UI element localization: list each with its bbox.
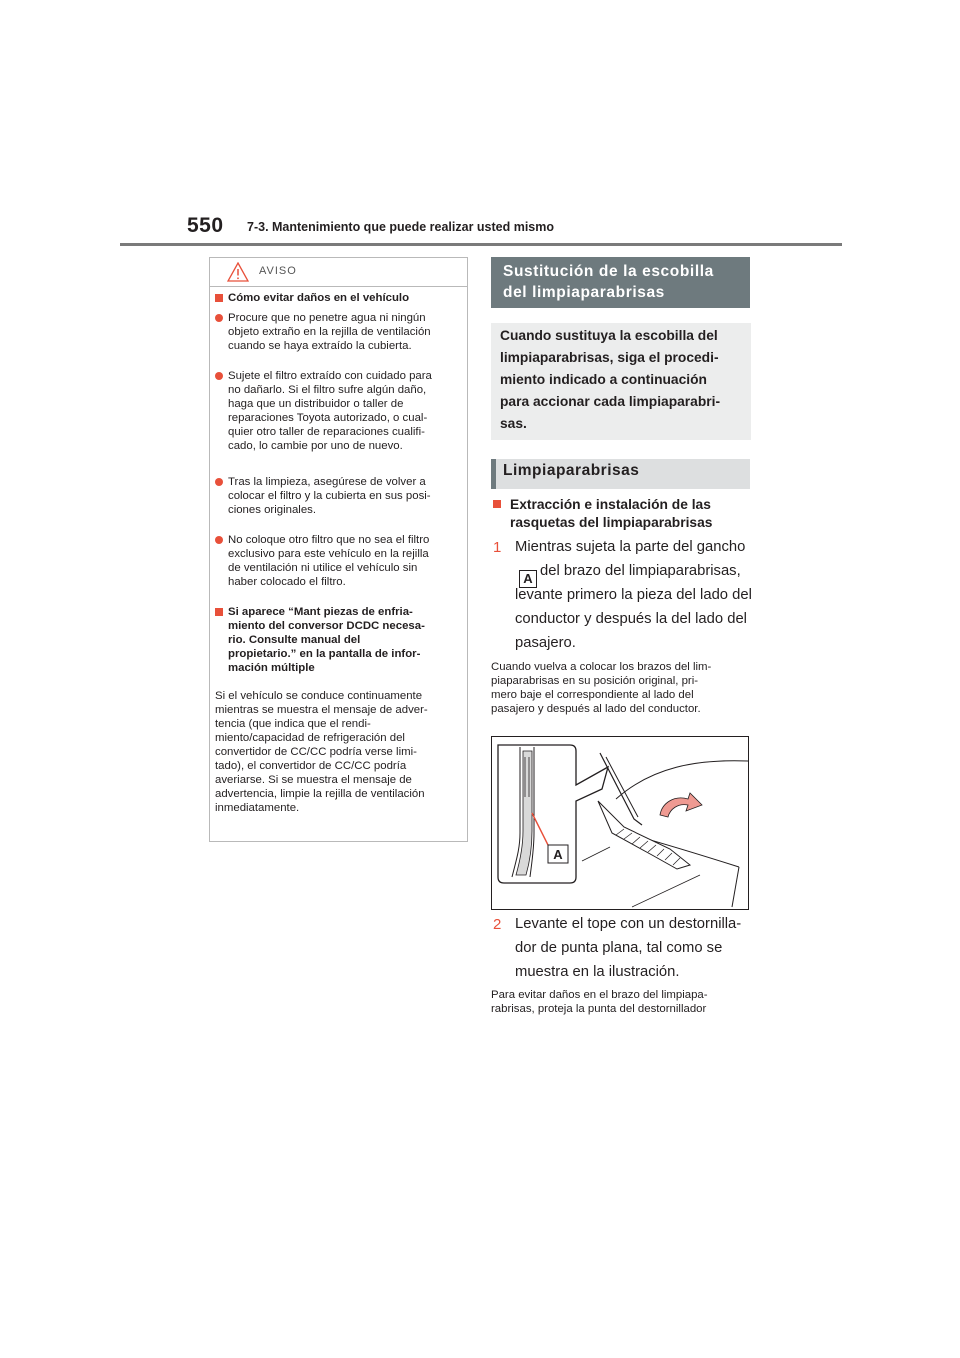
step-number-1: 1 (493, 539, 502, 556)
round-bullet-icon (215, 314, 223, 322)
page-number: 550 (187, 214, 224, 237)
warning-triangle-icon (227, 262, 249, 282)
round-bullet-icon (215, 536, 223, 544)
section-heading: Sustitución de la escobilla del limpiaparabrisas (491, 257, 750, 308)
warning-bullet-3: Tras la limpieza, asegúrese de volver a colocar el filtro y la cubierta en sus posi- ciones originales. (228, 476, 431, 516)
warning-bullet-4: No coloque otro filtro que no sea el filtro exclusivo para este vehículo en la rejilla de ventilación ni utilice el vehículo sin haber colocado el filtro. (228, 534, 430, 588)
round-bullet-icon (215, 372, 223, 380)
square-bullet-icon (215, 294, 223, 302)
procedure-subheading: Extracción e instalación de las rasquetas del limpiaparabrisas (510, 497, 713, 530)
header-rule (120, 243, 842, 246)
subheading-title: Limpiaparabrisas (503, 462, 640, 479)
round-bullet-icon (215, 478, 223, 486)
step-1-text: Mientras sujeta la parte del gancho del brazo del limpiaparabrisas, levante primero la pieza del lado del conductor y después la del lado del pasajero. (515, 539, 752, 651)
square-bullet-icon (215, 608, 223, 616)
warning-subheading: Si aparece “Mant piezas de enfria- miento del conversor DCDC necesa- rio. Consulte manual del propietario.” en la pantalla de infor- mación múltiple (228, 606, 425, 674)
warning-paragraph: Si el vehículo se conduce continuamente mientras se muestra el mensaje de adver- tencia (que indica que el rendi- miento/capacidad de refrigeración del convertidor de CC/CC podría verse limi- tado), el convertidor de CC/CC podría averiarse. Si se muestra el mensaje de advertencia, limpie la rejilla de ventilación inmediatamente. (215, 690, 428, 814)
intro-text: Cuando sustituya la escobilla del limpiaparabrisas, siga el procedi- miento indicado a continuación para accionar cada limpiaparabri- sas. (500, 328, 721, 431)
section-title: 7-3. Mantenimiento que puede realizar usted mismo (247, 220, 555, 234)
warning-bullet-2: Sujete el filtro extraído con cuidado para no dañarlo. Si el filtro sufre algún daño, haga que un distribuidor o taller de reparaciones Toyota autorizado, o cual- quier otro taller de reparaciones cualifi- cado, lo cambie por uno de nuevo. (228, 370, 432, 452)
note-2: Para evitar daños en el brazo del limpiapa- rabrisas, proteja la punta del destornillador (491, 989, 708, 1015)
step-2-text: Levante el tope con un destornilla- dor de punta plana, tal como se muestra en la ilustración. (515, 916, 742, 980)
warning-header (210, 258, 467, 287)
warning-box (209, 257, 468, 842)
note-1: Cuando vuelva a colocar los brazos del lim- piaparabrisas en su posición original, pri- mero baje el correspondiente al lado del pasajero y después al lado del conductor. (491, 661, 712, 715)
wiper-arm-drawing (492, 737, 748, 909)
square-bullet-icon (493, 500, 501, 508)
wiper-illustration (491, 736, 749, 910)
warning-label: AVISO (259, 265, 297, 277)
callout-a-label: A (519, 570, 537, 588)
subheading-accent (491, 459, 496, 489)
figure-callout-a: A (553, 847, 563, 862)
step-number-2: 2 (493, 916, 502, 933)
warning-bullet-1: Procure que no penetre agua ni ningún objeto extraño en la rejilla de ventilación cuando se haya extraído la cubierta. (228, 312, 431, 352)
warning-subheading: Cómo evitar daños en el vehículo (228, 292, 410, 304)
